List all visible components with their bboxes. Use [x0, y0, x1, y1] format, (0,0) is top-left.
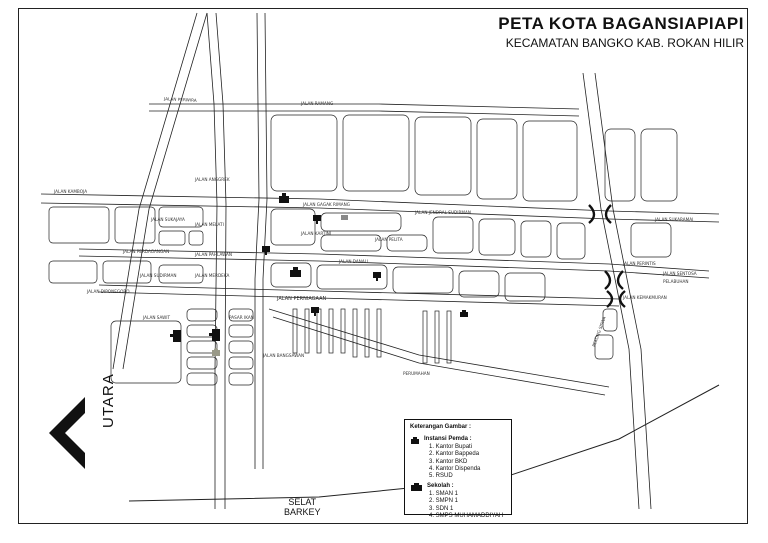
government-building-icon	[262, 246, 270, 255]
legend-school-heading	[410, 483, 506, 491]
street-label: JALAN ANGGREK	[195, 177, 230, 182]
block	[187, 309, 217, 321]
street-label: JALAN PAHLAWAN	[195, 252, 233, 257]
block	[189, 231, 203, 245]
bridge	[618, 271, 623, 289]
street-label: PEKONG SISWA	[591, 315, 607, 348]
map-title-block	[498, 14, 744, 50]
legend-title: Keterangan Gambar :	[410, 424, 472, 430]
legend-item: 2. SMPN 1	[429, 498, 459, 505]
block	[271, 115, 337, 191]
legend-item: 1. Kantor Bupati	[429, 443, 473, 450]
block	[49, 261, 97, 283]
block	[477, 119, 517, 199]
bridge	[589, 205, 594, 223]
street-label: JALAN PERDAGANGAN	[123, 249, 170, 254]
bridges	[589, 205, 625, 307]
block	[329, 309, 333, 353]
government-building-icon	[313, 215, 321, 224]
school-icon	[170, 330, 181, 342]
block	[435, 311, 439, 363]
block	[523, 121, 577, 201]
map-subtitle: KECAMATAN BANGKO KAB. ROKAN HILIR	[505, 36, 744, 50]
block	[321, 213, 401, 231]
government-building-icon	[290, 267, 301, 277]
legend-school-list	[410, 491, 506, 521]
legend-government-label: Instansi Pemda :	[424, 436, 472, 443]
street-label: JALAN PELITA	[375, 237, 403, 242]
north-arrow-icon	[49, 397, 85, 469]
block	[159, 231, 185, 245]
street-label: JALAN DANAU	[339, 259, 368, 264]
mosque-icon	[212, 348, 220, 356]
street-label: JALAN KEMAKMURAN	[623, 295, 667, 300]
block	[115, 207, 155, 243]
sea-label-line1: SELAT	[288, 497, 317, 507]
block	[271, 209, 315, 245]
bridge	[605, 271, 610, 289]
block	[459, 271, 499, 297]
block	[229, 373, 253, 385]
school-icon	[460, 310, 468, 317]
legend-item: 4. SMPS MUHAMADDIYAH	[429, 513, 504, 520]
street-label: JALAN JENDRAL SUDIRMAN	[415, 210, 471, 215]
block	[641, 129, 677, 201]
block	[187, 357, 217, 369]
street-label: JALAN KARTINI	[301, 231, 332, 236]
street-label: JALAN BANGSAWAN	[263, 353, 305, 358]
legend-government-list	[410, 444, 506, 481]
street-label: JALAN SENTOSA	[663, 271, 697, 276]
street-label: JALAN PERINTIS	[623, 261, 656, 266]
block	[631, 223, 671, 257]
street-label: JALAN RAMANG	[301, 101, 334, 106]
school-icon	[209, 329, 220, 341]
legend-item: 1. SMAN 1	[429, 490, 459, 497]
legend-government-heading	[410, 436, 506, 443]
street-label: PERUMAHAN	[403, 371, 430, 376]
street-label: JALAN DIPONEGORO	[87, 289, 130, 294]
legend-item: 4. Kantor Dispenda	[429, 466, 481, 473]
legend-item: 2. Kantor Bappeda	[429, 451, 480, 458]
government-building-icon	[311, 307, 319, 316]
street-label: JALAN SUKAJAYA	[151, 217, 185, 222]
block	[365, 309, 369, 357]
street-label: JALAN SAWIT	[143, 315, 171, 320]
legend-item: 3. Kantor BKD	[429, 458, 468, 465]
street-map[interactable]	[19, 9, 748, 524]
block	[305, 309, 309, 353]
street-label: JALAN PERNIAGAAN	[277, 296, 327, 302]
street-label: JALAN PERWIRA	[163, 96, 197, 103]
street-label: JALAN SUKARAMAI	[655, 217, 694, 222]
street-label: PASAR IKAN	[229, 315, 254, 320]
street-label: JALAN MERDEKA	[195, 273, 230, 278]
street-label: JALAN SUDIRMAN	[140, 273, 177, 278]
map-frame	[18, 8, 748, 524]
block	[229, 325, 253, 337]
street-label: JALAN KAMBOJA	[54, 189, 88, 194]
street-label: PELABUHAN	[663, 279, 689, 284]
school-icon	[410, 483, 423, 491]
block	[111, 321, 181, 383]
block	[605, 129, 635, 201]
block	[479, 219, 515, 255]
block	[343, 115, 409, 191]
block	[433, 217, 473, 253]
north-label: UTARA	[100, 373, 117, 428]
block	[393, 267, 453, 293]
block	[229, 341, 253, 353]
legend-school-label: Sekolah :	[427, 483, 454, 490]
block	[415, 117, 471, 195]
block	[187, 373, 217, 385]
sea-label	[284, 497, 321, 517]
street-label: JALAN GAGAK RIMANG	[303, 202, 351, 207]
government-building-icon	[279, 193, 289, 203]
block	[557, 223, 585, 259]
legend	[404, 419, 512, 520]
government-building-icon	[373, 272, 381, 281]
block	[49, 207, 109, 243]
block	[293, 309, 297, 353]
legend-item: 3. SDN 1	[429, 505, 454, 512]
sea-label-line2: BARKEY	[284, 507, 321, 517]
mosque-icon	[341, 215, 348, 220]
street-label: JALAN MELATI	[195, 222, 224, 227]
legend-item: 5. RSUD	[429, 473, 453, 480]
bridge	[606, 205, 611, 223]
block	[521, 221, 551, 257]
map-title: PETA KOTA BAGANSIAPIAPI	[498, 14, 744, 33]
block	[423, 311, 427, 363]
block	[321, 235, 381, 251]
government-building-icon	[410, 437, 420, 444]
block	[103, 261, 151, 283]
block	[229, 357, 253, 369]
block	[447, 311, 451, 363]
block	[353, 309, 357, 357]
